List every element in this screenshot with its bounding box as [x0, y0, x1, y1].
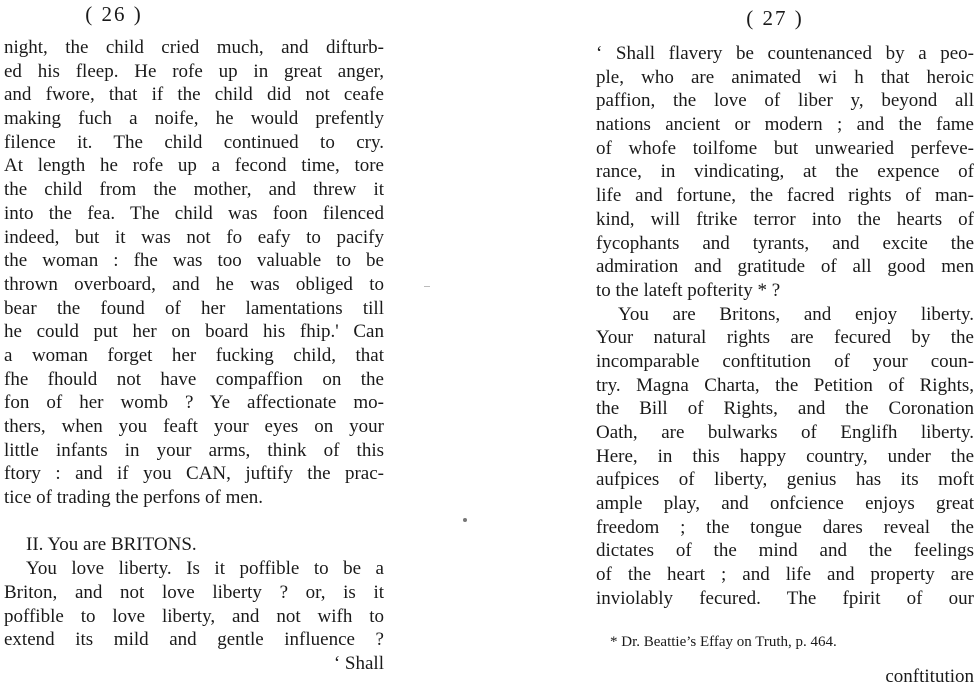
text-line: to the lateft pofterity * ?	[596, 279, 781, 301]
text-line: ftory : and if you CAN, juftify the prac-	[4, 463, 384, 485]
text-line: You love liberty. Is it poffible to be a	[26, 558, 384, 580]
text-line: aufpices of liberty, genius has its moft	[596, 469, 974, 491]
text-line: At length he rofe up a fecond time, tore	[4, 155, 384, 177]
text-line: inviolably fecured. The fpirit of our	[596, 587, 974, 609]
text-line: life and fortune, the facred rights of man-	[596, 185, 974, 207]
text-line: rance, in vindicating, at the expence of	[596, 161, 974, 183]
text-line: incomparable conftitution of your coun-	[596, 350, 974, 372]
page-number: ( 27 )	[746, 6, 804, 30]
page-body	[4, 36, 384, 676]
footnote: * Dr. Beattie’s Effay on Truth, p. 464.	[610, 634, 837, 650]
text-line: the woman : fhe was too valuable to be	[4, 250, 384, 272]
ink-speck	[463, 518, 467, 522]
ink-speck	[424, 286, 430, 287]
page-number: ( 26 )	[85, 2, 143, 26]
catchword: ‘ Shall	[333, 652, 384, 674]
text-line: fycophants and tyrants, and excite the	[596, 232, 974, 254]
text-line: fon of her womb ? Ye affectionate mo-	[4, 392, 384, 414]
text-line: ‘ Shall flavery be countenanced by a peo-	[596, 43, 974, 64]
text-line: of the heart ; and life and property are	[596, 564, 974, 586]
text-line: extend its mild and gentle influence ?	[4, 629, 384, 651]
text-line: making fuch a noife, he would prefently	[4, 108, 384, 130]
text-line: little infants in your arms, think of this	[4, 439, 384, 461]
text-line: of whofe toilfome but unwearied perfeve-	[596, 137, 974, 159]
text-line: ed his fleep. He rofe up in great anger,	[4, 60, 384, 82]
text-line: tice of trading the perfons of men.	[4, 487, 264, 509]
text-line: nations ancient or modern ; and the fame	[596, 114, 974, 136]
page-body	[596, 42, 974, 611]
text-line: Briton, and not love liberty ? or, is it	[4, 581, 384, 603]
section-heading: II. You are BRITONS.	[26, 534, 197, 556]
text-line: thers, when you feaft your eyes on your	[4, 416, 384, 437]
text-line: the Bill of Rights, and the Coronation	[596, 398, 974, 420]
text-line: Your natural rights are fecured by the	[596, 327, 974, 349]
text-line: bear the found of her lamentations till	[4, 297, 384, 319]
text-line: paffion, the love of liber y, beyond all	[596, 90, 974, 112]
text-line: Oath, are bulwarks of Englifh liberty.	[596, 422, 974, 443]
text-line: indeed, but it was not fo eafy to pacify	[4, 226, 384, 248]
text-line: the child from the mother, and threw it	[4, 179, 384, 201]
text-line: night, the child cried much, and difturb-	[4, 37, 384, 58]
text-line: into the fea. The child was foon filenced	[4, 202, 384, 224]
text-line: ple, who are animated wi h that heroic	[596, 66, 974, 88]
catchword: conftitution	[885, 666, 974, 687]
text-line: he could put her on board his fhip.' Can	[4, 321, 384, 343]
text-line: fhe fhould not have compaffion on the	[4, 368, 384, 390]
text-line: try. Magna Charta, the Petition of Rights,	[596, 374, 974, 396]
text-line: thrown overboard, and he was obliged to	[4, 273, 384, 295]
text-line: ample play, and onfcience enjoys great	[596, 493, 974, 515]
text-line: poffible to love liberty, and not wifh to	[4, 605, 384, 627]
text-line: Here, in this happy country, under the	[596, 445, 974, 467]
text-line: freedom ; the tongue dares reveal the	[596, 516, 974, 538]
text-line: and fwore, that if the child did not ceafe	[4, 84, 384, 106]
text-line: dictates of the mind and the feelings	[596, 540, 974, 562]
text-line: You are Britons, and enjoy liberty.	[618, 303, 974, 325]
text-line: admiration and gratitude of all good men	[596, 256, 974, 278]
text-line: a woman forget her fucking child, that	[4, 344, 384, 366]
text-line: kind, will ftrike terror into the hearts of	[596, 208, 974, 230]
text-line: filence it. The child continued to cry.	[4, 131, 384, 153]
